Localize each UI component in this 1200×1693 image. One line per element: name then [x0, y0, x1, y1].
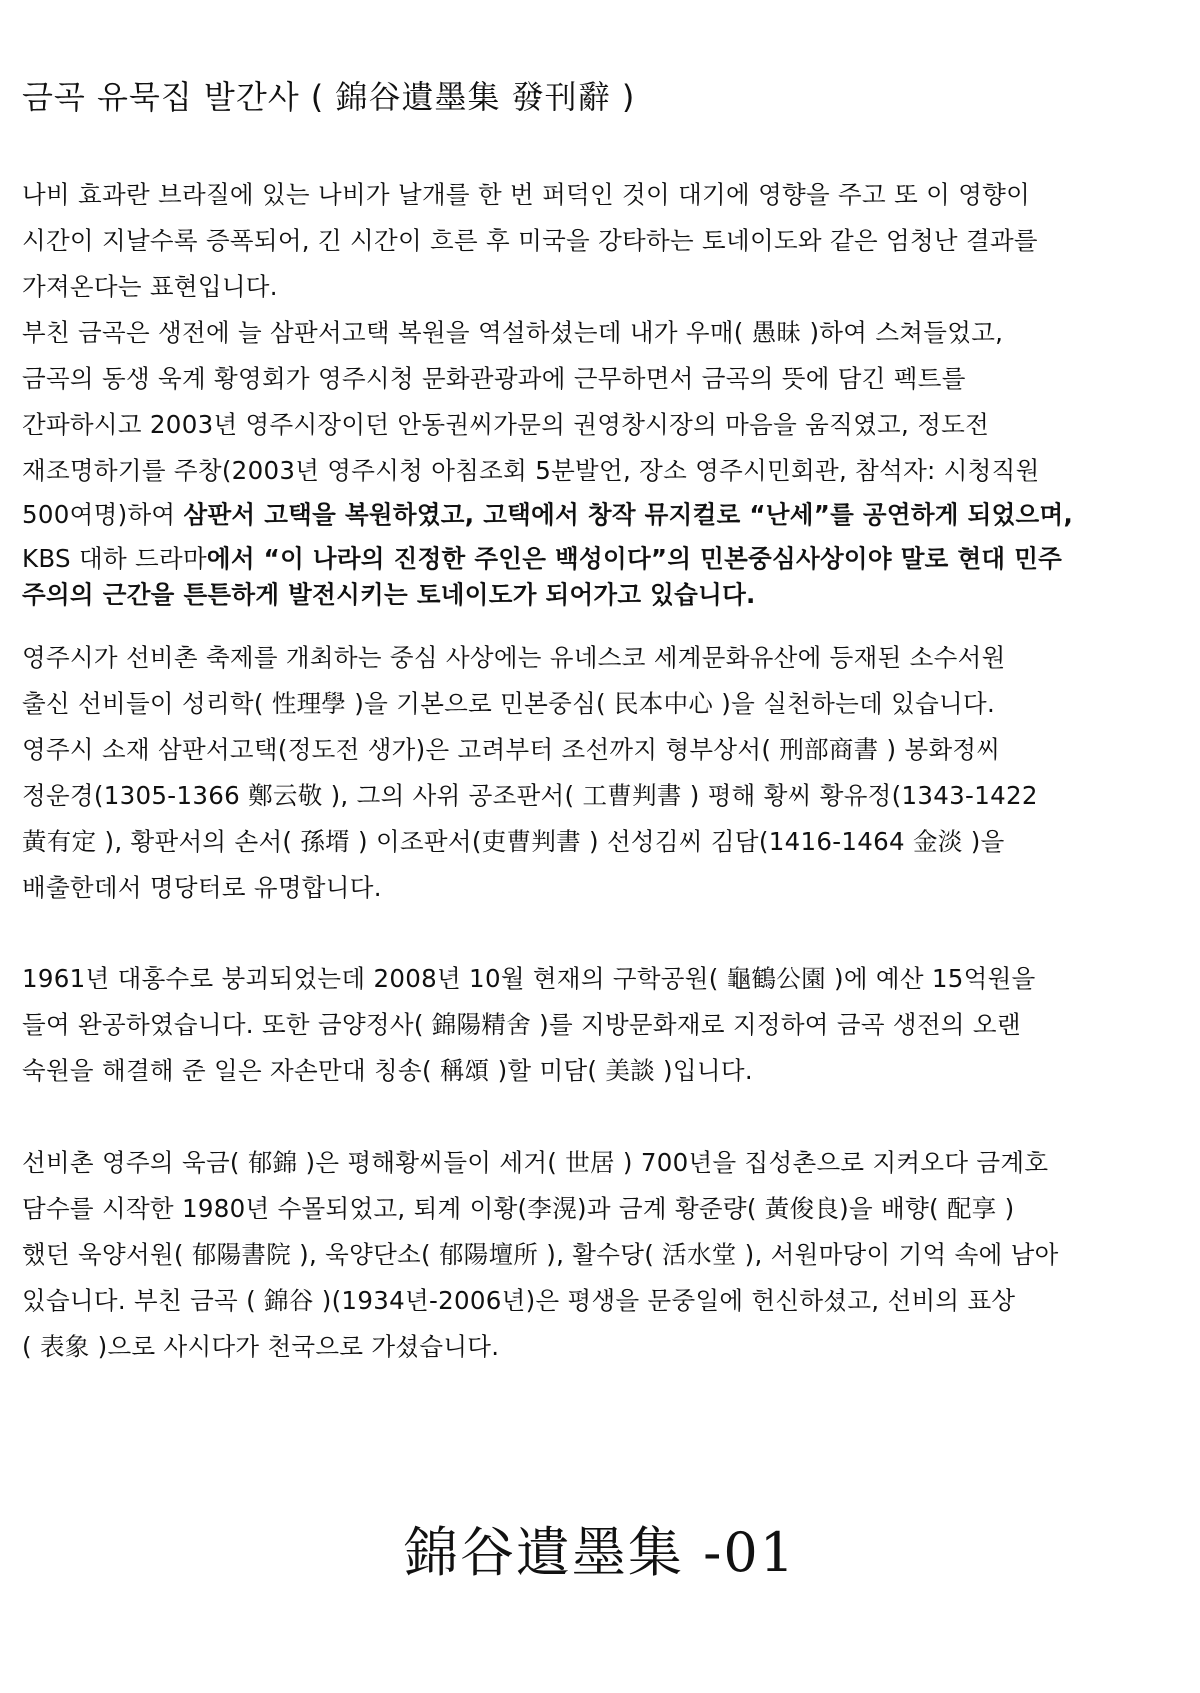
bold-text-segment: 삼판서 고택을 복원하였고, 고택에서 창작 뮤지컬로 “난세”를 공연하게 되었으며,	[183, 500, 1074, 529]
text-segment: 선비촌 영주의 욱금( 郁錦 )은 평해황씨들이 세거( 世居 ) 700년을 집성촌으로 지켜오다 금계호	[22, 1148, 1049, 1177]
text-line	[22, 643, 1006, 673]
text-line	[22, 873, 382, 903]
text-segment: 배출한데서 명당터로 유명합니다.	[22, 873, 382, 902]
text-segment: 들여 완공하였습니다. 또한 금양정사( 錦陽精舍 )를 지방문화재로 지정하여 금곡 생전의 오랜	[22, 1010, 1021, 1039]
bold-text-segment: 주의의 근간을 튼튼하게 발전시키는 토네이도가 되어가고 있습니다.	[22, 580, 756, 609]
text-line	[22, 689, 995, 719]
text-segment: 1961년 대홍수로 붕괴되었는데 2008년 10월 현재의 구학공원( 龜鶴公園 )에 예산 15억원을	[22, 964, 1036, 993]
text-segment: 했던 욱양서원( 郁陽書院 ), 욱양단소( 郁陽壇所 ), 활수당( 活水堂 ), 서원마당이 기억 속에 남아	[22, 1240, 1059, 1269]
text-line	[22, 580, 756, 610]
text-segment: 黃有定 ), 황판서의 손서( 孫壻 ) 이조판서(吏曹判書 ) 선성김씨 김담(1416-1464 金淡 )을	[22, 827, 1005, 856]
text-line	[22, 964, 1036, 994]
text-line	[22, 1332, 499, 1362]
text-segment: 정운경(1305-1366 鄭云敬 ), 그의 사위 공조판서( 工曹判書 ) 평해 황씨 황유정(1343-1422	[22, 781, 1038, 810]
text-segment: 영주시 소재 삼판서고택(정도전 생가)은 고려부터 조선까지 형부상서( 刑部商書 ) 봉화정씨	[22, 735, 1001, 764]
text-segment: 영주시가 선비촌 축제를 개최하는 중심 사상에는 유네스코 세계문화유산에 등재된 소수서원	[22, 643, 1006, 672]
text-segment: 500여명)하여	[22, 500, 184, 529]
text-line	[22, 410, 989, 440]
text-segment: 출신 선비들이 성리학( 性理學 )을 기본으로 민본중심( 民本中心 )을 실천하는데 있습니다.	[22, 689, 996, 718]
page-footer-title: 錦谷遺墨集 -01	[403, 1521, 797, 1584]
text-line	[22, 1148, 1048, 1178]
text-line	[22, 1240, 1059, 1270]
text-line	[22, 735, 1000, 765]
text-segment: 시간이 지날수록 증폭되어, 긴 시간이 흐른 후 미국을 강타하는 토네이도와 같은 엄청난 결과를	[22, 226, 1038, 255]
text-segment: 담수를 시작한 1980년 수몰되었고, 퇴계 이황(李滉)과 금계 황준량( 黃俊良)을 배향( 配享 )	[22, 1194, 1015, 1223]
text-line	[22, 1286, 1015, 1316]
text-line	[22, 781, 1038, 811]
text-line	[22, 226, 1038, 256]
text-line	[22, 1194, 1015, 1224]
page-title: 금곡 유묵집 발간사 ( 錦谷遺墨集 發刊辭 )	[22, 78, 636, 116]
text-line	[22, 827, 1005, 857]
text-segment: 있습니다. 부친 금곡 ( 錦谷 )(1934년-2006년)은 평생을 문중일에 헌신하셨고, 선비의 표상	[22, 1286, 1016, 1315]
text-segment: 나비 효과란 브라질에 있는 나비가 날개를 한 번 퍼덕인 것이 대기에 영향을 주고 또 이 영향이	[22, 180, 1031, 209]
text-segment: 금곡의 동생 욱계 황영회가 영주시청 문화관광과에 근무하면서 금곡의 뜻에 담긴 펙트를	[22, 364, 966, 393]
text-line	[22, 364, 966, 394]
text-segment: KBS 대하 드라마	[22, 544, 207, 573]
bold-text-segment: 에서 “이 나라의 진정한 주인은 백성이다”의 민본중심사상이야 말로 현대 민주	[206, 544, 1063, 573]
text-line	[22, 500, 1073, 530]
text-line	[22, 1056, 753, 1086]
text-segment: 부친 금곡은 생전에 늘 삼판서고택 복원을 역설하셨는데 내가 우매( 愚昧 )하여 스쳐들었고,	[22, 318, 1004, 347]
text-line	[22, 1010, 1021, 1040]
text-segment: ( 表象 )으로 사시다가 천국으로 가셨습니다.	[22, 1332, 500, 1361]
text-line	[22, 456, 1040, 486]
text-segment: 재조명하기를 주창(2003년 영주시청 아침조회 5분발언, 장소 영주시민회관, 참석자: 시청직원	[22, 456, 1040, 485]
text-segment: 숙원을 해결해 준 일은 자손만대 칭송( 稱頌 )할 미담( 美談 )입니다.	[22, 1056, 753, 1085]
text-line	[22, 272, 278, 302]
text-line	[22, 318, 1003, 348]
text-line	[22, 180, 1030, 210]
text-segment: 가져온다는 표현입니다.	[22, 272, 278, 301]
text-segment: 간파하시고 2003년 영주시장이던 안동권씨가문의 권영창시장의 마음을 움직였고, 정도전	[22, 410, 990, 439]
text-line	[22, 544, 1062, 574]
